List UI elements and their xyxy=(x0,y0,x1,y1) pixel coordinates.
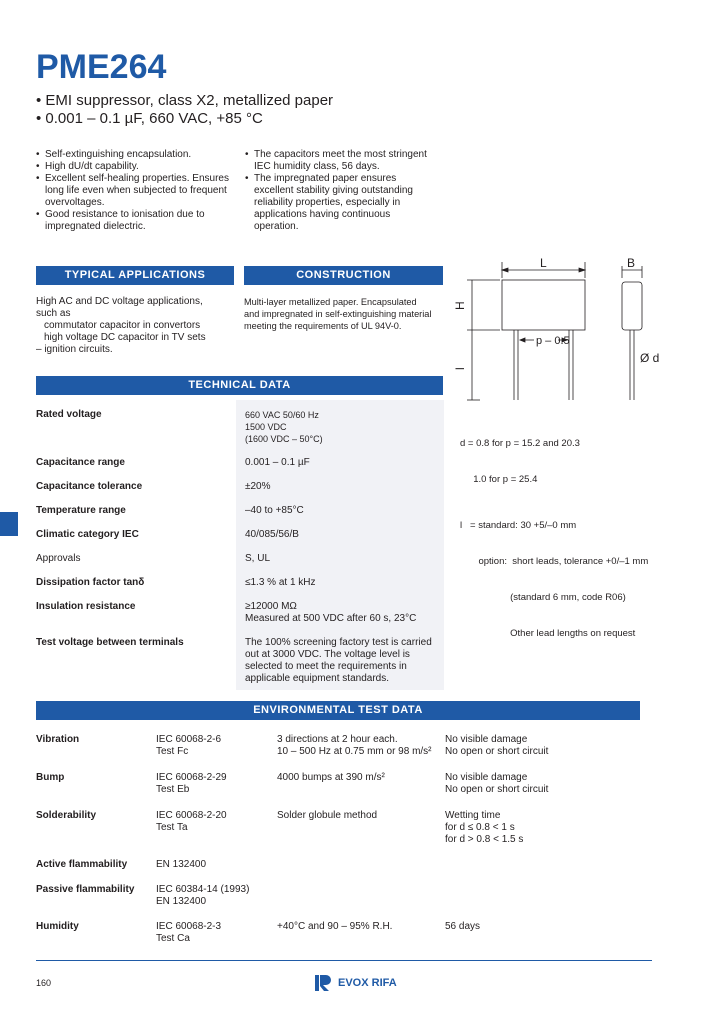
td-label-capacitance-tolerance: Capacitance tolerance xyxy=(36,481,143,492)
construction-heading: CONSTRUCTION xyxy=(244,266,443,285)
page-title: PME264 xyxy=(36,48,167,86)
dim-H-label: H xyxy=(453,301,467,310)
env-cond-solderability: Solder globule method xyxy=(277,810,378,821)
feature-item: • Good resistance to ionisation due to impregnated dielectric. xyxy=(36,209,205,232)
feature-item: • The impregnated paper ensures excellent stability giving outstanding reliability properties, especially in applications having continuous operation. xyxy=(245,173,413,232)
brand-name: EVOX RIFA xyxy=(338,977,397,989)
td-value-rated-voltage: 660 VAC 50/60 Hz 1500 VDC (1600 VDC – 50°C) xyxy=(245,410,323,444)
typical-applications-heading: TYPICAL APPLICATIONS xyxy=(36,266,234,285)
diameter-label: Ø d xyxy=(640,351,660,365)
env-std-solderability: IEC 60068-2-20 Test Ta xyxy=(156,810,227,833)
dim-l-label: l xyxy=(453,367,467,370)
td-label-test-voltage: Test voltage between terminals xyxy=(36,637,184,648)
dim-L-label: L xyxy=(540,256,547,270)
features-left xyxy=(36,149,236,233)
env-test-bump: Bump xyxy=(36,772,65,783)
page-number: 160 xyxy=(36,978,52,988)
env-test-humidity: Humidity xyxy=(36,921,79,932)
pitch-label: p – 0.5 xyxy=(536,335,570,347)
technical-data-heading: TECHNICAL DATA xyxy=(36,376,443,395)
feature-item: • High dU/dt capability. xyxy=(36,161,139,172)
env-std-passive-flammability: IEC 60384-14 (1993) EN 132400 xyxy=(156,884,250,907)
env-cond-humidity: +40°C and 90 – 95% R.H. xyxy=(277,921,393,932)
td-label-dissipation-factor: Dissipation factor tanδ xyxy=(36,577,145,588)
env-std-active-flammability: EN 132400 xyxy=(156,859,207,870)
env-std-bump: IEC 60068-2-29 Test Eb xyxy=(156,772,227,795)
td-label-rated-voltage: Rated voltage xyxy=(36,409,102,420)
td-label-climatic-category: Climatic category IEC xyxy=(36,529,139,540)
subtitle-line-1: • EMI suppressor, class X2, metallized paper xyxy=(36,92,334,109)
subtitle-line-2: • 0.001 – 0.1 µF, 660 VAC, +85 °C xyxy=(36,110,263,127)
td-label-insulation-resistance: Insulation resistance xyxy=(36,601,136,612)
td-value-temperature-range: –40 to +85°C xyxy=(245,505,304,516)
td-value-insulation-resistance: ≥12000 MΩ Measured at 500 VDC after 60 s, 23°C xyxy=(245,601,417,624)
env-test-passive-flammability: Passive flammability xyxy=(36,884,135,895)
env-result-vibration: No visible damage No open or short circuit xyxy=(445,734,549,757)
feature-item: • The capacitors meet the most stringent IEC humidity class, 56 days. xyxy=(245,149,427,172)
td-value-test-voltage: The 100% screening factory test is carried out at 3000 VDC. The voltage level is selected to meet the requirements in applicable equipment standards. xyxy=(245,637,432,684)
env-result-bump: No visible damage No open or short circuit xyxy=(445,772,549,795)
env-test-solderability: Solderability xyxy=(36,810,97,821)
env-test-active-flammability: Active flammability xyxy=(36,859,128,870)
feature-item: • Excellent self-healing properties. Ensures long life even when subjected to frequent overvoltages. xyxy=(36,173,229,208)
env-result-humidity: 56 days xyxy=(445,921,481,932)
brand-logo xyxy=(314,974,397,992)
env-cond-vibration: 3 directions at 2 hour each. 10 – 500 Hz at 0.75 mm or 98 m/s² xyxy=(277,734,432,757)
env-test-vibration: Vibration xyxy=(36,734,80,745)
env-std-vibration: IEC 60068-2-6 Test Fc xyxy=(156,734,222,757)
typical-applications-text: High AC and DC voltage applications, such as commutator capacitor in convertors high voltage DC capacitor in TV sets – ignition circuits. xyxy=(36,296,206,355)
evox-rifa-logo-icon xyxy=(314,974,332,992)
td-label-temperature-range: Temperature range xyxy=(36,505,126,516)
td-value-dissipation-factor: ≤1.3 % at 1 kHz xyxy=(245,577,316,588)
dimension-drawing xyxy=(452,252,682,410)
dim-B-label: B xyxy=(627,256,636,270)
feature-item: • Self-extinguishing encapsulation. xyxy=(36,149,192,160)
footer-rule xyxy=(36,960,652,961)
features-right xyxy=(245,149,435,233)
td-value-capacitance-tolerance: ±20% xyxy=(245,481,271,492)
td-value-capacitance-range: 0.001 – 0.1 µF xyxy=(245,457,310,468)
env-cond-bump: 4000 bumps at 390 m/s² xyxy=(277,772,385,783)
section-tab-marker xyxy=(0,512,18,536)
td-value-approvals: S, UL xyxy=(245,553,271,564)
environmental-heading: ENVIRONMENTAL TEST DATA xyxy=(36,701,640,720)
td-label-approvals: Approvals xyxy=(36,553,81,564)
env-result-solderability: Wetting time for d ≤ 0.8 < 1 s for d > 0.8 < 1.5 s xyxy=(445,810,524,845)
drawing-notes: d = 0.8 for p = 15.2 and 20.3 1.0 for p = 25.4 l = standard: 30 +5/–0 mm option: short leads, tolerance +0/–1 mm (standard 6 mm, code R06) Other lead lengths on request xyxy=(460,438,649,639)
td-label-capacitance-range: Capacitance range xyxy=(36,457,125,468)
construction-text: Multi-layer metallized paper. Encapsulated and impregnated in self-extinguishing material meeting the requirements of UL 94V-0. xyxy=(244,297,432,331)
td-value-climatic-category: 40/085/56/B xyxy=(245,529,299,540)
env-std-humidity: IEC 60068-2-3 Test Ca xyxy=(156,921,222,944)
